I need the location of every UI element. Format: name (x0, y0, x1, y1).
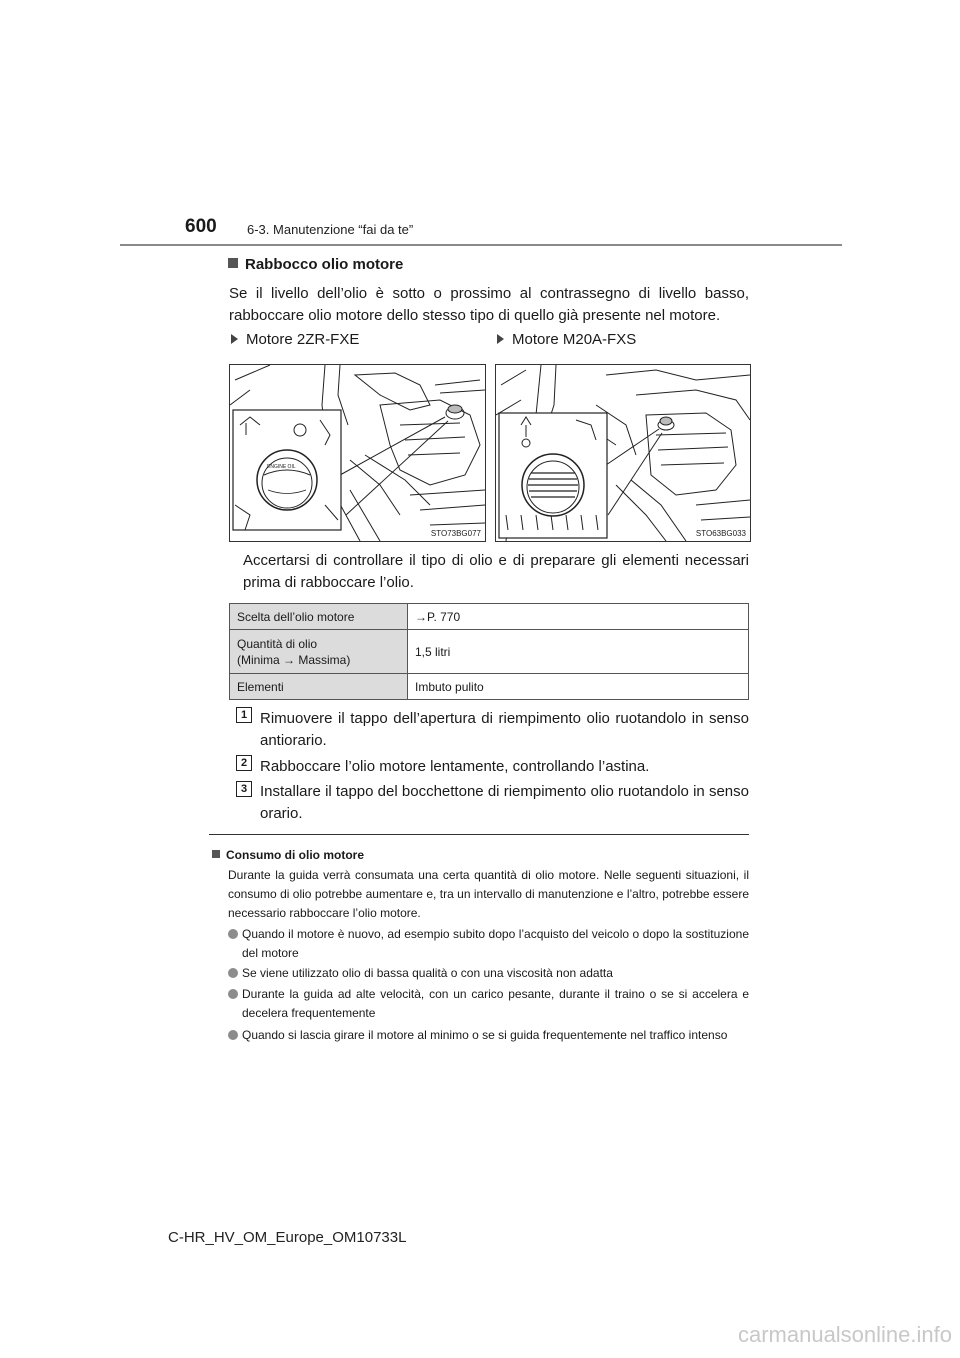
bullet-dot-icon (228, 1030, 238, 1040)
watermark: carmanualsonline.info (737, 1322, 952, 1347)
note-paragraph: Durante la guida verrà consumata una certa quantità di olio motore. Nelle seguenti situazioni, il consumo di olio potrebbe aumentare e, tra un intervallo di manutenzione e l’altro, potrebbe essere necessario rabboccare l’olio motore. (228, 868, 749, 920)
oil-info-table (229, 603, 749, 700)
table-row (230, 630, 749, 674)
figure-code: STO63BG033 (695, 529, 746, 538)
engine-illustration-2zr (229, 364, 486, 542)
document-code: C-HR_HV_OM_Europe_OM10733L (168, 1229, 407, 1246)
check-paragraph: Accertarsi di controllare il tipo di olio e di preparare gli elementi necessari prima di rabboccare l’olio. (243, 552, 749, 591)
square-bullet-icon (228, 258, 238, 268)
list-item-text: Durante la guida ad alte velocità, con un carico pesante, durante il traino o se si accelera e decelera frequentemente (242, 987, 749, 1020)
cap-label: ENGINE OIL (267, 464, 296, 470)
step-number: 1 (236, 707, 252, 723)
intro-paragraph: Se il livello dell’olio è sotto o prossimo al contrassegno di livello basso, rabboccare olio motore dello stesso tipo di quello già presente nel motore. (229, 285, 749, 324)
step-number: 3 (236, 781, 252, 797)
list-item (228, 925, 749, 963)
step-number: 2 (236, 755, 252, 771)
table-cell-value: Imbuto pulito (408, 674, 749, 700)
step-text: Rabboccare l’olio motore lentamente, controllando l’astina. (260, 758, 650, 775)
note-heading (212, 848, 364, 862)
figure-label-text: Motore 2ZR-FXE (246, 331, 360, 348)
list-item (228, 985, 749, 1023)
figure-code: STO73BG077 (430, 529, 481, 538)
engine-drawing (230, 365, 485, 541)
section-title: 6-3. Manutenzione “fai da te” (247, 222, 414, 237)
note-heading-text: Consumo di olio motore (226, 848, 364, 862)
bullet-dot-icon (228, 968, 238, 978)
figure-label-text: Motore M20A-FXS (512, 331, 637, 348)
header-divider (120, 244, 842, 246)
table-cell-item (230, 630, 408, 674)
triangle-bullet-icon (497, 334, 504, 344)
table-row (230, 604, 749, 630)
section-heading (228, 256, 403, 273)
step-text: Installare il tappo del bocchettone di riempimento olio ruotandolo in senso orario. (260, 783, 749, 822)
list-item-text: Quando si lascia girare il motore al minimo o se si guida frequentemente nel traffico intenso (242, 1028, 728, 1042)
table-cell-value: →P. 770 (408, 604, 749, 630)
table-row (230, 674, 749, 700)
list-item-text: Se viene utilizzato olio di bassa qualità o con una viscosità non adatta (242, 966, 613, 980)
page-number: 600 (185, 216, 217, 237)
heading-text: Rabbocco olio motore (245, 256, 404, 273)
list-item (228, 964, 749, 983)
engine-illustration-m20a (495, 364, 751, 542)
table-cell-line: (Minima → Massima) (237, 652, 351, 667)
bullet-dot-icon (228, 989, 238, 999)
square-bullet-icon (212, 850, 220, 858)
list-item (228, 1026, 749, 1045)
figure-label-left (231, 331, 359, 348)
figure-label-right (497, 331, 636, 348)
list-item-text: Quando il motore è nuovo, ad esempio subito dopo l’acquisto del veicolo o dopo la sostituzione del motore (242, 927, 749, 960)
table-cell-line: Quantità di olio (237, 636, 318, 651)
table-cell-item: Elementi (230, 674, 408, 700)
engine-drawing (496, 365, 750, 541)
section-divider (209, 834, 749, 835)
triangle-bullet-icon (231, 334, 238, 344)
table-cell-item: Scelta dell’olio motore (230, 604, 408, 630)
bullet-dot-icon (228, 929, 238, 939)
table-cell-value: 1,5 litri (408, 630, 749, 674)
step-text: Rimuovere il tappo dell’apertura di riempimento olio ruotandolo in senso antiorario. (260, 710, 749, 749)
